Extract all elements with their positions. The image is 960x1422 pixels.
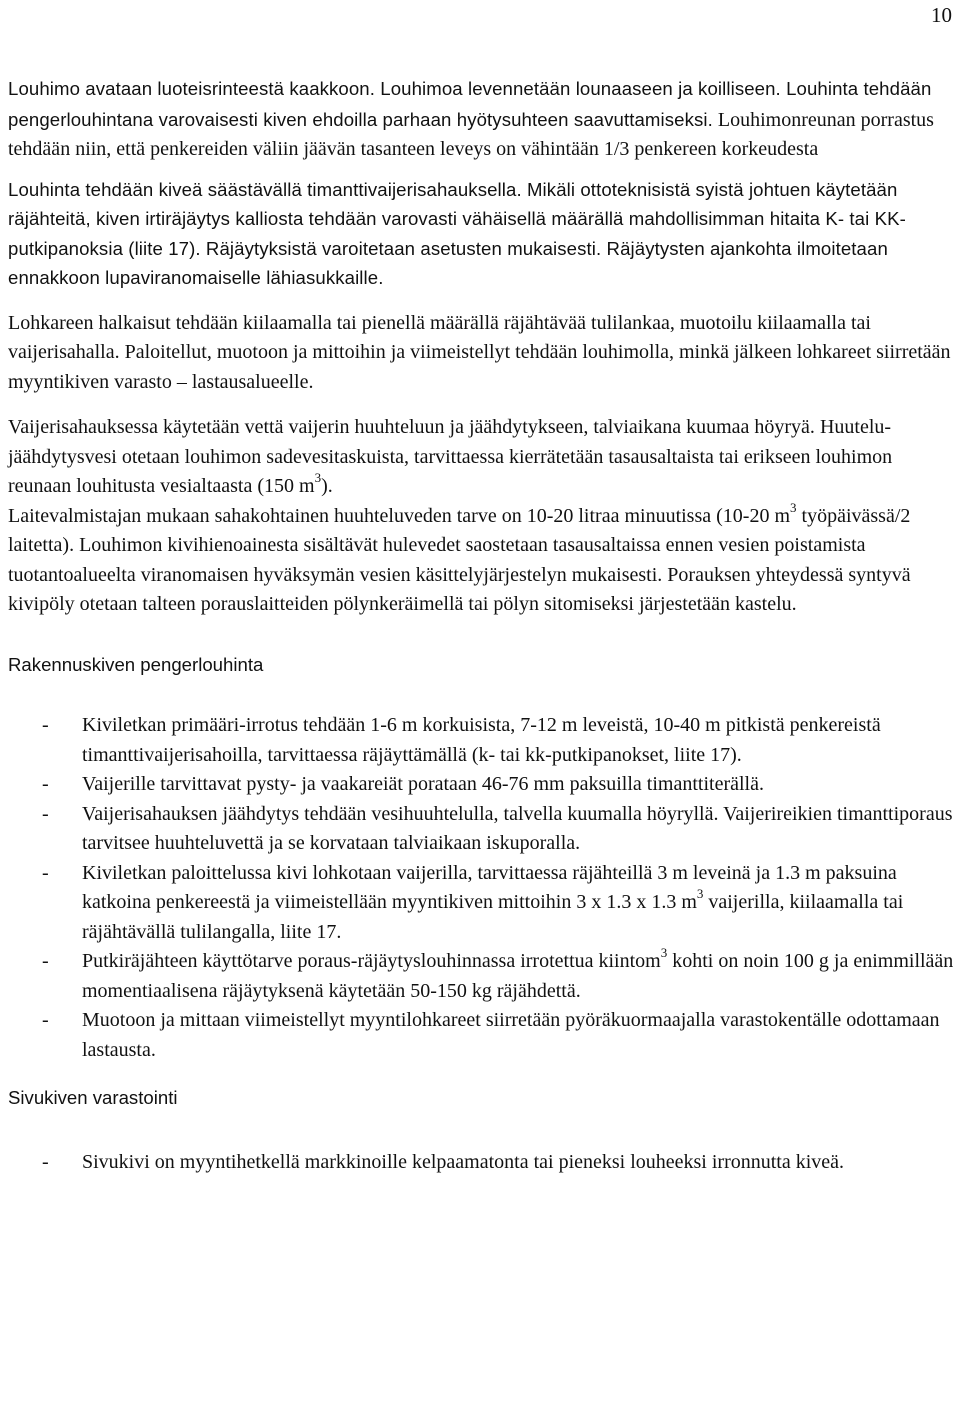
document-body (8, 74, 956, 1177)
paragraph-5 (8, 499, 956, 620)
list-item-text-b: kohti on noin 100 g ja enimmillään momentiaalisena räjäytyksenä käytetään 50-150 kg räjähdettä. (82, 950, 954, 1002)
paragraph-4-text-b: Huutelu- jäähdytysvesi otetaan louhimon sadevesitaskuista, tarvittaessa kierrätetään tasausaltaista tai erikseen louhimon reunaan louhitusta vesialtaasta (150 m (8, 416, 893, 497)
paragraph-5-text-b: työpäivässä/2 laitetta). (8, 504, 911, 556)
list-item (8, 947, 956, 1006)
list-item-text: Vaijerisahauksen jäähdytys tehdään vesihuuhtelulla, talvella kuumalla höyryllä. Vaijerireikien timanttiporaus tarvitsee huuhteluvettä ja se korvataan talviaikaan iskuporalla. (82, 802, 953, 854)
list-item-text-b: vaijerilla, kiilaamalla tai räjähtävällä tulilangalla, liite 17. (82, 891, 904, 943)
section-heading-pengerlouhinta: Rakennuskiven pengerlouhinta (8, 653, 264, 675)
list-dash: - (42, 802, 49, 825)
paragraph-5-text-c: Louhimon kivihienoainesta sisältävät hulevedet saostetaan tasausaltaissa ennen vesien poistamista tuotantoalueelta viranomaisen hyväksymän vesien käsittelyjärjestelyn mukaisesti. (8, 534, 866, 586)
superscript-cubic: 3 (660, 945, 668, 961)
paragraph-4-text-a: Vaijerisahauksessa käytetään vettä vaijerin huuhteluun ja jäähdytykseen, talviaikana kuumaa höyryä. (8, 416, 815, 438)
paragraph-4-text-c: ). (321, 475, 333, 497)
paragraph-3 (8, 309, 956, 398)
list-item (8, 1006, 956, 1065)
paragraph-3-text-a: Lohkareen halkaisut tehdään kiilaamalla tai pienellä määrällä räjähtävää tulilankaa, muotoilu kiilaamalla tai vaijerisahalla. (8, 311, 871, 363)
paragraph-4 (8, 413, 956, 502)
paragraph-1 (8, 74, 956, 165)
list-item-text-a: Putkiräjähteen käyttötarve poraus-räjäytyslouhinnassa irrotettua kiintom (82, 950, 661, 972)
paragraph-1-text-b: Louhimonreunan porrastus tehdään niin, että penkereiden väliin jäävän tasanteen leveys on vähintään 1/3 penkereen korkeudesta (8, 108, 934, 160)
list-item-text: Muotoon ja mittaan viimeistellyt myyntilohkareet siirretään pyöräkuormaajalla varastokentälle odottamaan lastausta. (82, 1009, 940, 1061)
paragraph-1-text-a: Louhimo avataan luoteisrinteestä kaakkoon. Louhimoa levennetään lounaaseen ja koilliseen. Louhinta tehdään pengerlouhintana varovaisesti kiven ehdoilla parhaan hyötysuhteen saavuttamiseksi. (8, 78, 932, 130)
superscript-cubic: 3 (314, 470, 322, 486)
list-item (8, 770, 956, 800)
pengerlouhinta-list (8, 711, 956, 1065)
list-dash: - (42, 950, 49, 972)
list-item (8, 711, 956, 770)
paragraph-5-text-a: Laitevalmistajan mukaan sahakohtainen huuhteluveden tarve on 10-20 litraa minuutissa (10-20 m (8, 504, 791, 527)
list-item (8, 800, 956, 859)
page-number: 10 (931, 3, 952, 27)
list-item-text: Vaijerille tarvittavat pysty- ja vaakareiät porataan 46-76 mm paksuilla timanttiterällä. (82, 773, 764, 795)
superscript-cubic: 3 (696, 886, 704, 902)
list-dash: - (42, 1150, 49, 1173)
list-item (8, 859, 956, 948)
list-item (8, 1148, 956, 1178)
list-item-text: Sivukivi on myyntihetkellä markkinoille kelpaamatonta tai pieneksi louheeksi irronnutta kiveä. (82, 1150, 845, 1173)
varastointi-list (8, 1148, 956, 1178)
list-dash: - (42, 714, 49, 736)
list-dash: - (42, 1009, 49, 1031)
paragraph-3-text-b: Paloitellut, muotoon ja mittoihin ja viimeistellyt tehdään louhimolla, minkä jälkeen lohkareet siirretään myyntikiven varasto – lastausalueelle. (8, 341, 951, 393)
section-heading-varastointi: Sivukiven varastointi (8, 1087, 178, 1108)
list-item-text: Kiviletkan primääri-irrotus tehdään 1-6 m korkuisista, 7-12 m leveistä, 10-40 m pitkistä penkereistä timanttivaijerisahoilla, tarvittaessa räjäyttämällä (k- tai kk-putkipanokset, liite 17). (82, 714, 881, 766)
list-item-text-a: Kiviletkan paloittelussa kivi lohkotaan vaijerilla, tarvittaessa räjähteillä 3 m leveinä ja 1.3 m paksuina katkoina penkereestä ja viimeistellään myyntikiven mittoihin 3 x 1.3 x 1.3 m (82, 861, 897, 913)
list-dash: - (42, 861, 49, 884)
paragraph-5-text-d: Porauksen yhteydessä syntyvä kivipöly otetaan talteen porauslaitteiden pölynkeräimellä tai pölyn sitomiseksi järjestetään kastelu. (8, 563, 911, 615)
superscript-cubic: 3 (790, 499, 797, 515)
list-dash: - (42, 773, 49, 795)
paragraph-2: Louhinta tehdään kiveä säästävällä timanttivaijerisahauksella. Mikäli ottoteknisistä syistä johtuen käytetään räjähteitä, kiven irtiräjäytys kalliosta tehdään varovasti vähäisellä määrällä mahdollisimman hitaita K- tai KK- putkipanoksia (liite 17). Räjäytyksistä varoitetaan asetusten mukaisesti. Räjäytysten ajankohta ilmoitetaan ennakkoon lupaviranomaiselle lähiasukkaille. (8, 178, 906, 288)
